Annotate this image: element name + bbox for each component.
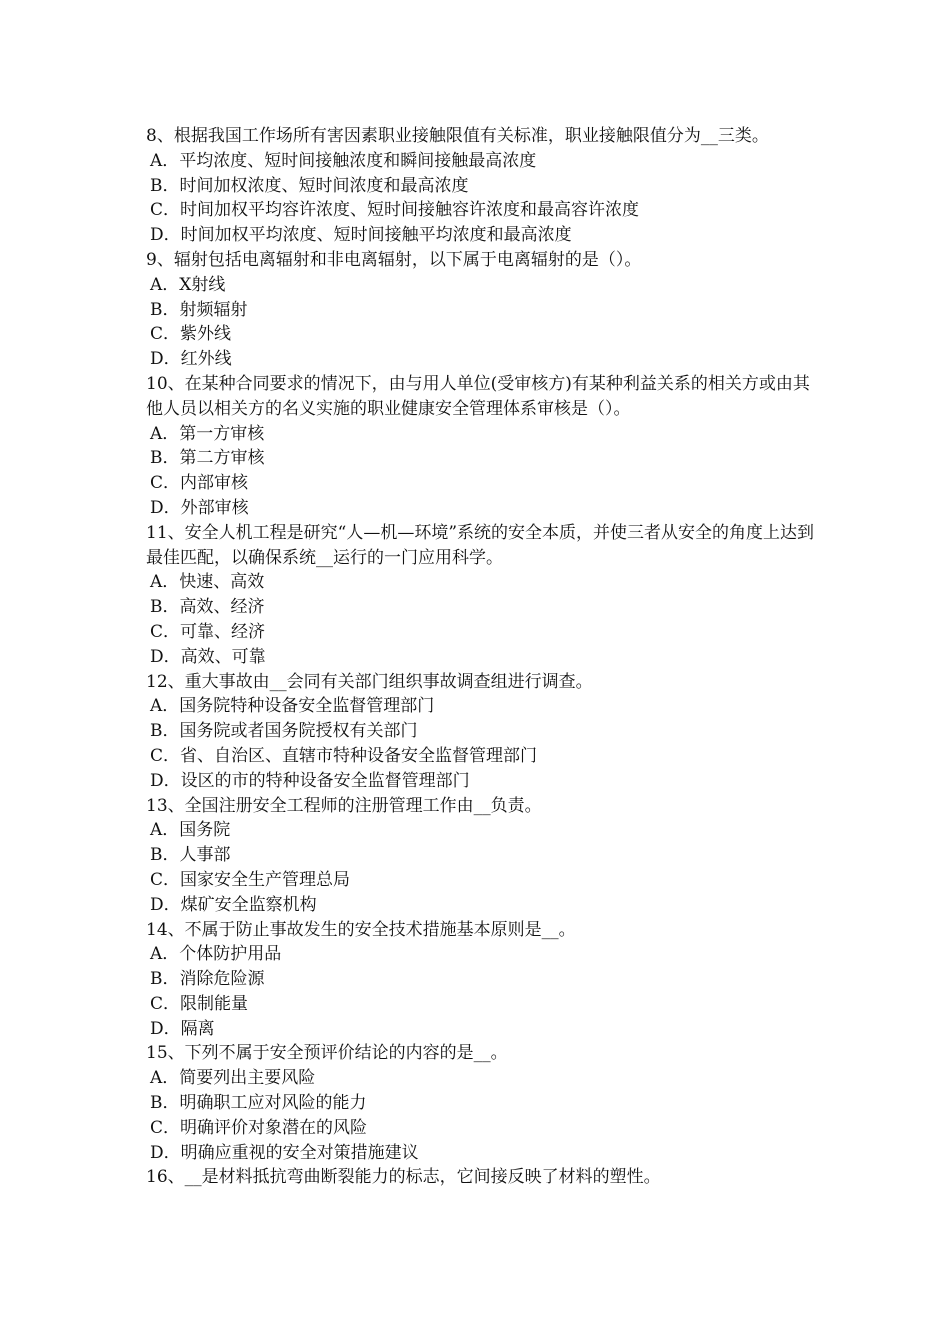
question-block <box>146 248 814 372</box>
question-text: 10、在某种合同要求的情况下，由与用人单位(受审核方)有某种利益关系的相关方或由其他人员以相关方的名义实施的职业健康安全管理体系审核是（）。 <box>146 373 810 419</box>
document-page <box>146 124 814 1190</box>
question-block <box>146 521 814 670</box>
answer-option: A．国务院特种设备安全监督管理部门 <box>150 696 435 717</box>
answer-option: A．X射线 <box>150 274 226 295</box>
question-text: 15、下列不属于安全预评价结论的内容的是__。 <box>146 1043 508 1064</box>
answer-option: C．紫外线 <box>150 324 232 345</box>
question-text: 11、安全人机工程是研究“人—机—环境”系统的安全本质，并使三者从安全的角度上达到最佳匹配，以确保系统__运行的一门应用科学。 <box>146 522 815 568</box>
question-text: 12、重大事故由__会同有关部门组织事故调查组进行调查。 <box>146 671 593 692</box>
answer-option: C．国家安全生产管理总局 <box>150 869 351 890</box>
question-block <box>146 918 814 1042</box>
answer-option: A．个体防护用品 <box>150 944 282 965</box>
answer-option: C．内部审核 <box>150 473 249 494</box>
question-text: 13、全国注册安全工程师的注册管理工作由__负责。 <box>146 795 542 816</box>
answer-option: A．快速、高效 <box>150 572 265 593</box>
answer-option: B．第二方审核 <box>150 448 265 469</box>
answer-option: D．明确应重视的安全对策措施建议 <box>150 1142 419 1163</box>
question-block <box>146 124 814 248</box>
question-text: 9、辐射包括电离辐射和非电离辐射，以下属于电离辐射的是（）。 <box>146 249 642 270</box>
answer-option: B．时间加权浓度、短时间浓度和最高浓度 <box>150 175 469 196</box>
answer-option: B．消除危险源 <box>150 969 265 990</box>
question-block <box>146 1165 814 1190</box>
answer-option: A．简要列出主要风险 <box>150 1068 316 1089</box>
answer-option: A．第一方审核 <box>150 423 265 444</box>
answer-option: C．时间加权平均容许浓度、短时间接触容许浓度和最高容许浓度 <box>150 200 640 221</box>
answer-option: C．明确评价对象潜在的风险 <box>150 1117 368 1138</box>
question-text: 14、不属于防止事故发生的安全技术措施基本原则是__。 <box>146 919 576 940</box>
answer-option: D．高效、可靠 <box>150 646 266 667</box>
answer-option: C．限制能量 <box>150 993 249 1014</box>
answer-option: D．红外线 <box>150 349 232 370</box>
answer-option: D．设区的市的特种设备安全监督管理部门 <box>150 770 470 791</box>
answer-option: D．时间加权平均浓度、短时间接触平均浓度和最高浓度 <box>150 225 572 246</box>
question-text: 8、根据我国工作场所有害因素职业接触限值有关标准，职业接触限值分为__三类。 <box>146 126 769 146</box>
answer-option: B．国务院或者国务院授权有关部门 <box>150 721 418 742</box>
question-block <box>146 372 814 521</box>
question-block <box>146 1041 814 1165</box>
answer-option: D．隔离 <box>150 1018 215 1039</box>
question-block <box>146 794 814 918</box>
answer-option: A．国务院 <box>150 820 231 841</box>
question-block <box>146 670 814 794</box>
answer-option: D．煤矿安全监察机构 <box>150 894 317 915</box>
question-text: 16、__是材料抵抗弯曲断裂能力的标志，它间接反映了材料的塑性。 <box>146 1167 661 1188</box>
answer-option: A．平均浓度、短时间接触浓度和瞬间接触最高浓度 <box>150 150 537 171</box>
answer-option: B．高效、经济 <box>150 597 265 618</box>
answer-option: B．人事部 <box>150 845 231 866</box>
answer-option: C．省、自治区、直辖市特种设备安全监督管理部门 <box>150 745 538 766</box>
answer-option: C．可靠、经济 <box>150 621 266 642</box>
answer-option: D．外部审核 <box>150 497 249 518</box>
answer-option: B．明确职工应对风险的能力 <box>150 1093 367 1114</box>
answer-option: B．射频辐射 <box>150 299 248 320</box>
